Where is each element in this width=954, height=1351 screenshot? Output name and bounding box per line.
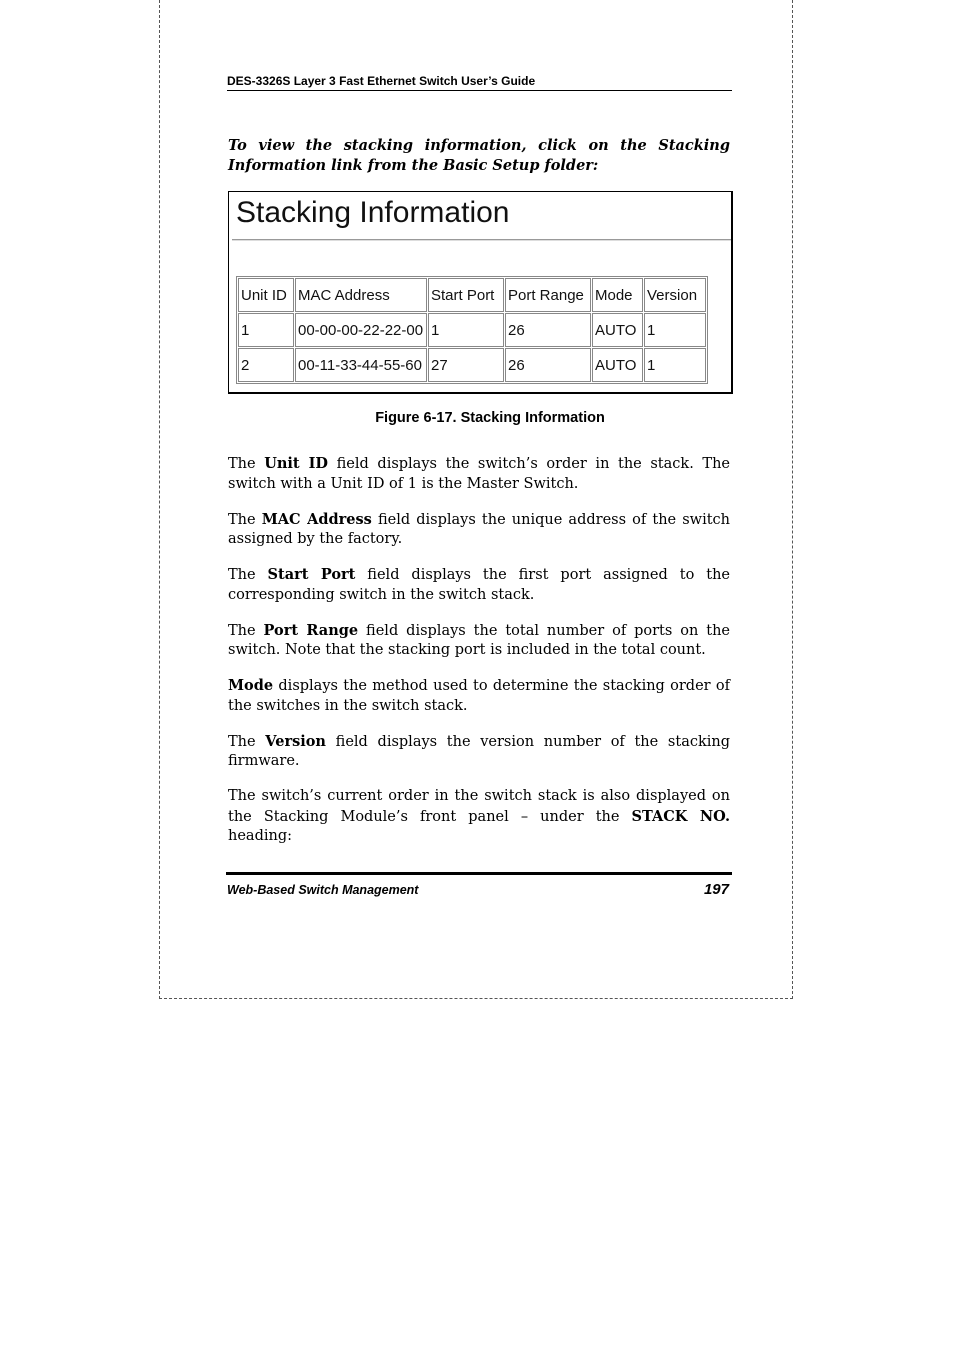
mode-cell: AUTO <box>592 313 643 347</box>
column-header: Version <box>644 278 706 312</box>
paragraph-port-range: The Port Range field displays the total number of ports on the switch. Note that the stacking port is included in the total count. <box>228 621 731 658</box>
mac-address-cell: 00-11-33-44-55-60 <box>295 348 427 382</box>
column-header: Start Port <box>428 278 504 312</box>
term-stack-no: STACK NO. <box>631 807 730 825</box>
start-port-cell: 1 <box>428 313 504 347</box>
column-header: Port Range <box>505 278 591 312</box>
page-number: 197 <box>703 881 729 898</box>
column-header: Unit ID <box>238 278 294 312</box>
version-cell: 1 <box>644 348 706 382</box>
running-footer <box>226 872 732 898</box>
figure-caption: Figure 6-17. Stacking Information <box>375 410 605 426</box>
term-mode: Mode <box>228 677 274 694</box>
title-divider <box>232 239 731 241</box>
stacking-table <box>236 276 708 384</box>
body-text <box>228 454 730 862</box>
intro-instruction: To view the stacking information, click on the Stacking Information link from the Basic Setup folder: <box>228 137 730 174</box>
unit-id-cell: 1 <box>238 313 294 347</box>
port-range-cell: 26 <box>505 348 591 382</box>
paragraph-unit-id: The Unit ID field displays the switch’s order in the stack. The switch with a Unit ID of 1 is the Master Switch. <box>228 455 730 492</box>
stacking-information-screenshot <box>228 191 733 394</box>
paragraph-mac-address: The MAC Address field displays the unique address of the switch assigned by the factory. <box>228 510 731 547</box>
column-header: Mode <box>592 278 643 312</box>
paragraph-start-port: The Start Port field displays the first port assigned to the corresponding switch in the switch stack. <box>228 566 730 603</box>
paragraph-stack-no: The switch’s current order in the switch stack is also displayed on the Stacking Module’s front panel – under the STACK NO. heading: <box>228 788 730 844</box>
table-row <box>238 348 706 382</box>
paragraph-mode: Mode displays the method used to determine the stacking order of the switches in the switch stack. <box>228 677 730 714</box>
unit-id-cell: 2 <box>238 348 294 382</box>
mac-address-cell: 00-00-00-22-22-00 <box>295 313 427 347</box>
table-row <box>238 313 706 347</box>
footer-section-title: Web-Based Switch Management <box>227 883 419 897</box>
term-mac-address: MAC Address <box>261 510 372 528</box>
column-header: MAC Address <box>295 278 427 312</box>
term-version: Version <box>265 732 326 750</box>
running-header: DES-3326S Layer 3 Fast Ethernet Switch User’s Guide <box>227 74 732 91</box>
mode-cell: AUTO <box>592 348 643 382</box>
term-start-port: Start Port <box>267 566 356 583</box>
table-header-row <box>238 278 706 312</box>
version-cell: 1 <box>644 313 706 347</box>
screenshot-title: Stacking Information <box>236 196 510 229</box>
term-port-range: Port Range <box>263 621 359 639</box>
term-unit-id: Unit ID <box>264 455 329 472</box>
port-range-cell: 26 <box>505 313 591 347</box>
start-port-cell: 27 <box>428 348 504 382</box>
paragraph-version: The Version field displays the version number of the stacking firmware. <box>228 732 731 769</box>
